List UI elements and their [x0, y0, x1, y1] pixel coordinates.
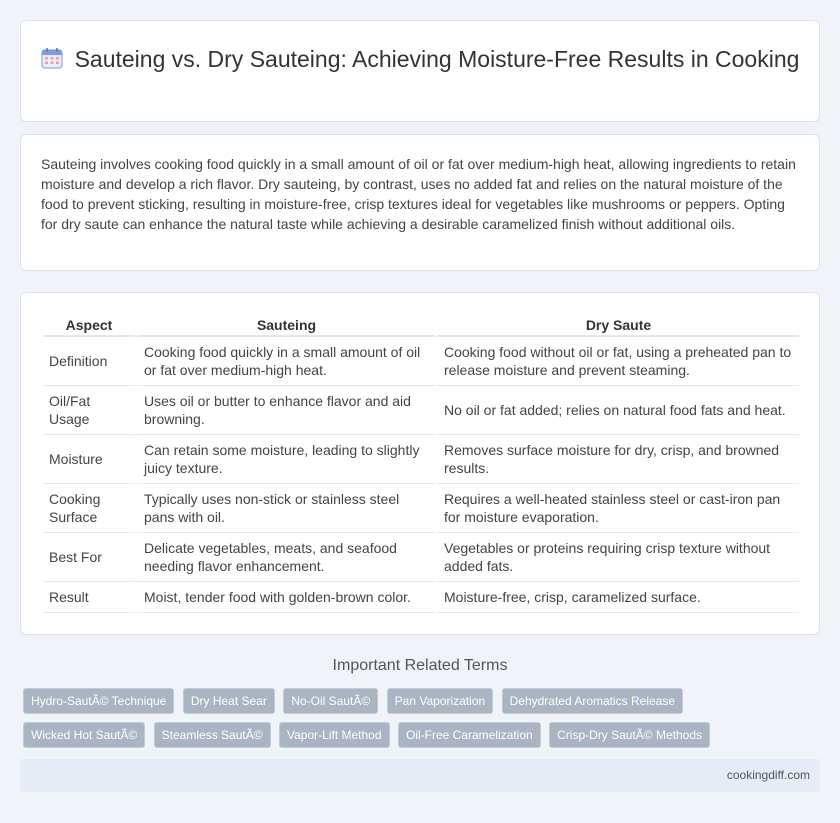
comparison-table-card: [20, 292, 820, 635]
row-aspect: Oil/Fat Usage: [43, 386, 135, 435]
row-aspect: Cooking Surface: [43, 484, 135, 533]
table-row: [43, 533, 799, 582]
table-row: [43, 582, 799, 613]
intro-text: Sauteing involves cooking food quickly in a small amount of oil or fat over medium-high heat, allowing ingredients to retain moisture and develop a rich flavor. Dry sauteing, by contrast, uses no added fat and relies on the natural moisture of the food to prevent sticking, resulting in moisture-free, crisp textures ideal for vegetables like mushrooms or peppers. Opting for dry saute can enhance the natural taste while achieving a desirable caramelized finish without additional oils.: [41, 156, 796, 232]
row-dry-saute: Vegetables or proteins requiring crisp texture without added fats.: [435, 533, 799, 582]
related-terms-list: [23, 688, 813, 756]
related-terms-title: Important Related Terms: [332, 657, 508, 674]
footer: [20, 759, 820, 792]
row-sauteing: Delicate vegetables, meats, and seafood needing flavor enhancement.: [135, 533, 435, 582]
row-aspect: Moisture: [43, 435, 135, 484]
related-term-tag[interactable]: Crisp-Dry SautÃ© Methods: [549, 722, 710, 748]
comparison-table: [43, 311, 799, 613]
related-term-tag[interactable]: Oil-Free Caramelization: [398, 722, 541, 748]
related-term-tag[interactable]: Dehydrated Aromatics Release: [502, 688, 683, 714]
header-dry-saute: Dry Saute: [435, 311, 799, 337]
related-term-tag[interactable]: Hydro-SautÃ© Technique: [23, 688, 174, 714]
row-dry-saute: Cooking food without oil or fat, using a preheated pan to release moisture and prevent steaming.: [435, 337, 799, 386]
table-row: [43, 484, 799, 533]
row-dry-saute: Requires a well-heated stainless steel or cast-iron pan for moisture evaporation.: [435, 484, 799, 533]
table-row: [43, 386, 799, 435]
header-aspect: Aspect: [43, 311, 135, 337]
related-term-tag[interactable]: Wicked Hot SautÃ©: [23, 722, 145, 748]
intro-card: [20, 134, 820, 271]
table-header-row: [43, 311, 799, 337]
page-title: Sauteing vs. Dry Sauteing: Achieving Moisture-Free Results in Cooking: [74, 46, 800, 72]
calendar-icon: [41, 46, 63, 68]
row-dry-saute: No oil or fat added; relies on natural food fats and heat.: [435, 386, 799, 435]
row-sauteing: Cooking food quickly in a small amount of oil or fat over medium-high heat.: [135, 337, 435, 386]
related-term-tag[interactable]: No-Oil SautÃ©: [283, 688, 378, 714]
row-aspect: Result: [43, 582, 135, 613]
footer-site-link[interactable]: cookingdiff.com: [726, 768, 810, 782]
header-sauteing: Sauteing: [135, 311, 435, 337]
row-sauteing: Typically uses non-stick or stainless steel pans with oil.: [135, 484, 435, 533]
row-aspect: Best For: [43, 533, 135, 582]
row-dry-saute: Removes surface moisture for dry, crisp, and browned results.: [435, 435, 799, 484]
related-term-tag[interactable]: Dry Heat Sear: [183, 688, 275, 714]
row-sauteing: Can retain some moisture, leading to slightly juicy texture.: [135, 435, 435, 484]
row-sauteing: Uses oil or butter to enhance flavor and aid browning.: [135, 386, 435, 435]
table-row: [43, 337, 799, 386]
related-term-tag[interactable]: Pan Vaporization: [387, 688, 494, 714]
page-title-wrapper: [21, 44, 819, 74]
table-row: [43, 435, 799, 484]
related-term-tag[interactable]: Vapor-Lift Method: [279, 722, 390, 748]
header-card: [20, 20, 820, 122]
row-aspect: Definition: [43, 337, 135, 386]
row-dry-saute: Moisture-free, crisp, caramelized surface.: [435, 582, 799, 613]
row-sauteing: Moist, tender food with golden-brown color.: [135, 582, 435, 613]
related-term-tag[interactable]: Steamless SautÃ©: [154, 722, 271, 748]
